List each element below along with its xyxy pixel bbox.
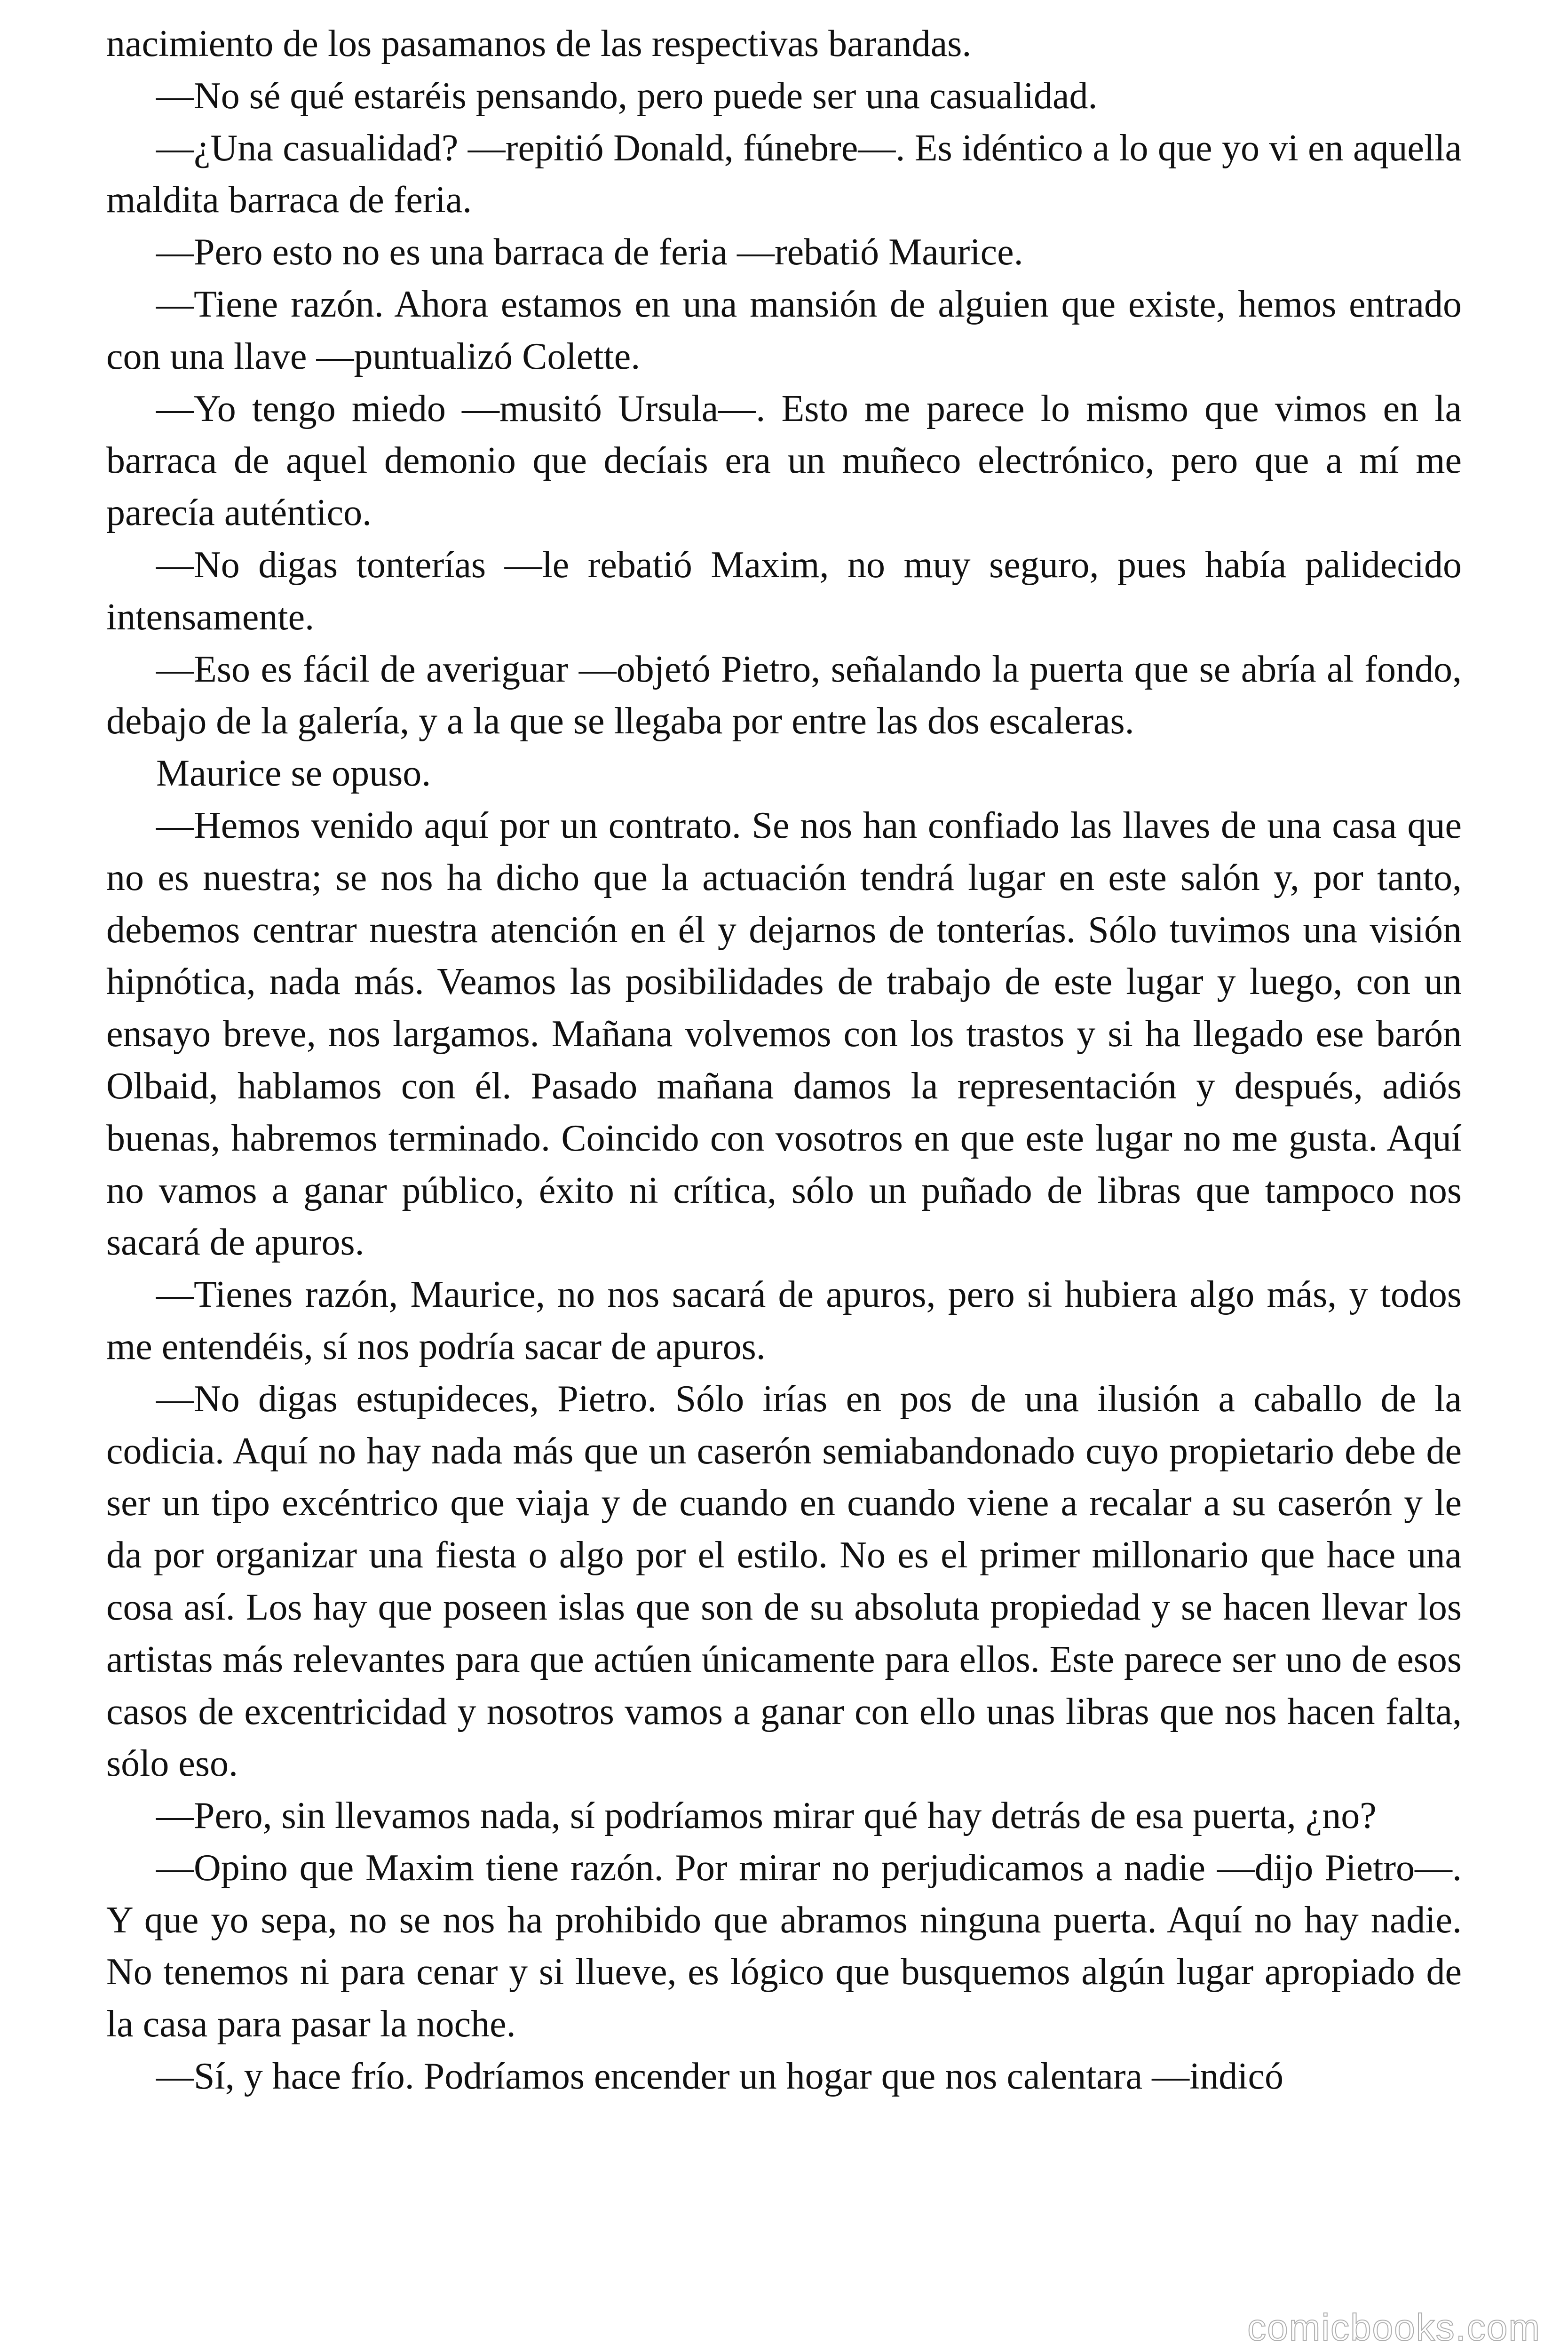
paragraph: —Tiene razón. Ahora estamos en una mansión de alguien que existe, hemos entrado con una llave —puntualizó Colette. xyxy=(106,283,1462,377)
paragraph: —Pero, sin llevamos nada, sí podríamos mirar qué hay detrás de esa puerta, ¿no? xyxy=(156,1795,1377,1837)
paragraph: —No sé qué estaréis pensando, pero puede ser una casualidad. xyxy=(156,75,1098,117)
paragraph: —Tienes razón, Maurice, no nos sacará de apuros, pero si hubiera algo más, y todos me entendéis, sí nos podría sacar de apuros. xyxy=(106,1274,1462,1367)
paragraph: —Sí, y hace frío. Podríamos encender un hogar que nos calentara —indicó xyxy=(156,2056,1284,2098)
paragraph: —¿Una casualidad? —repitió Donald, fúnebre—. Es idéntico a lo que yo vi en aquella maldita barraca de feria. xyxy=(106,127,1462,221)
paragraph: —Hemos venido aquí por un contrato. Se nos han confiado las llaves de una casa que no es nuestra; se nos ha dicho que la actuación tendrá lugar en este salón y, por tanto, debemos centrar nuestra atención en él y dejarnos de tonterías. Sólo tuvimos una visión hipnótica, nada más. Veamos las posibilidades de trabajo de este lugar y luego, con un ensayo breve, nos largamos. Mañana volvemos con los trastos y si ha llegado ese barón Olbaid, hablamos con él. Pasado mañana damos la representación y después, adiós buenas, habremos terminado. Coincido con vosotros en que este lugar no me gusta. Aquí no vamos a ganar público, éxito ni crítica, sólo un puñado de libras que tampoco nos sacará de apuros. xyxy=(106,804,1462,1263)
watermark: comicbooks.com xyxy=(1247,2306,1541,2348)
paragraph: —Yo tengo miedo —musitó Ursula—. Esto me parece lo mismo que vimos en la barraca de aquel demonio que decíais era un muñeco electrónico, pero que a mí me parecía auténtico. xyxy=(106,388,1462,534)
body-text xyxy=(106,18,1462,2103)
paragraph: —No digas estupideces, Pietro. Sólo irías en pos de una ilusión a caballo de la codicia. Aquí no hay nada más que un caserón semiabandonado cuyo propietario debe de ser un tipo excéntrico que viaja y de cuando en cuando viene a recalar a su caserón y le da por organizar una fiesta o algo por el estilo. No es el primer millonario que hace una cosa así. Los hay que poseen islas que son de su absoluta propiedad y se hacen llevar los artistas más relevantes para que actúen únicamente para ellos. Este parece ser uno de esos casos de excentricidad y nosotros vamos a ganar con ello unas libras que nos hacen falta, sólo eso. xyxy=(106,1378,1462,1785)
paragraph: —Opino que Maxim tiene razón. Por mirar no perjudicamos a nadie —dijo Pietro—. Y que yo sepa, no se nos ha prohibido que abramos ninguna puerta. Aquí no hay nadie. No tenemos ni para cenar y si llueve, es lógico que busquemos algún lugar apropiado de la casa para pasar la noche. xyxy=(106,1847,1462,2045)
paragraph: —Eso es fácil de averiguar —objetó Pietro, señalando la puerta que se abría al fondo, debajo de la galería, y a la que se llegaba por entre las dos escaleras. xyxy=(106,648,1462,742)
paragraph: nacimiento de los pasamanos de las respectivas barandas. xyxy=(106,23,972,64)
paragraph: —No digas tonterías —le rebatió Maxim, no muy seguro, pues había palidecido intensamente. xyxy=(106,544,1462,638)
paragraph: —Pero esto no es una barraca de feria —rebatió Maurice. xyxy=(156,231,1023,273)
paragraph: Maurice se opuso. xyxy=(156,753,431,795)
